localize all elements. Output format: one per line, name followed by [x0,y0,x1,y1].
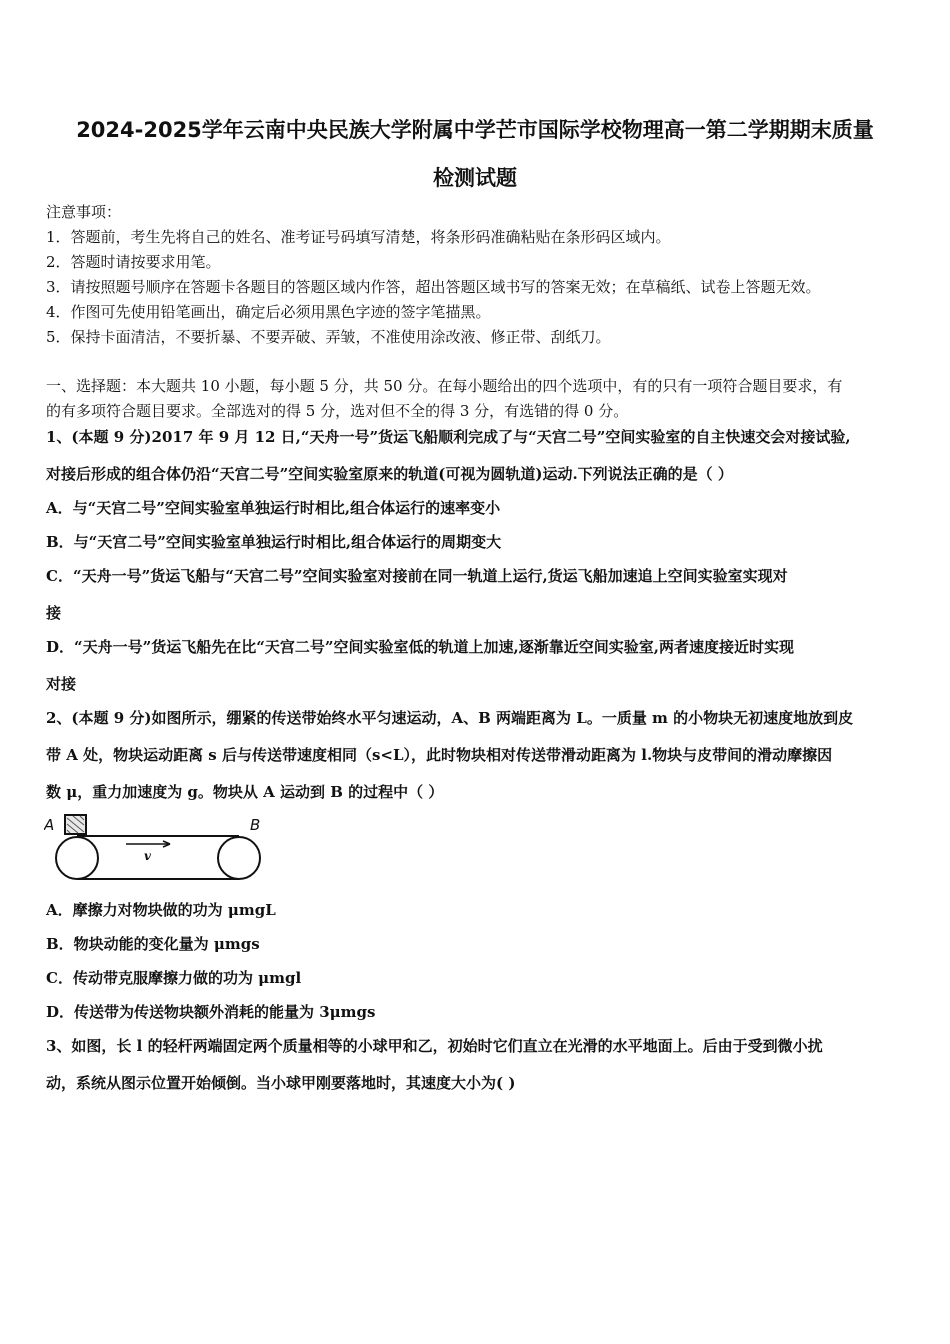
q2-stem-line2: 带 A 处，物块运动距离 s 后与传送带速度相同（s<L），此时物块相对传送带滑动距离为 l.物块与皮带间的滑动摩擦因 [46,746,833,764]
figure-label-b: B [250,816,261,834]
q1-option-c-line1: C．“天舟一号”货运飞船与“天宫二号”空间实验室对接前在同一轨道上运行,货运飞船加速追上空间实验室实现对 [46,567,788,585]
q1-option-d-line1: D．“天舟一号”货运飞船先在比“天宫二号”空间实验室低的轨道上加速,逐渐靠近空间实验室,两者速度接近时实现 [46,638,794,656]
q2-option-b: B．物块动能的变化量为 μmgs [46,935,260,953]
q2-option-d: D．传送带为传送物块额外消耗的能量为 3μmgs [46,1003,376,1021]
note-item-4: 4．作图可先使用铅笔画出，确定后必须用黑色字迹的签字笔描黑。 [46,303,491,321]
conveyor-belt-figure [44,812,270,882]
q1-option-b: B．与“天宫二号”空间实验室单独运行时相比,组合体运行的周期变大 [46,533,502,551]
right-pulley-icon [218,837,260,879]
note-item-5: 5．保持卡面清洁，不要折暴、不要弄破、弄皱，不准使用涂改液、修正带、刮纸刀。 [46,328,611,346]
exam-title-line2: 检测试题 [433,166,517,190]
left-pulley-icon [56,837,98,879]
exam-title-line1: 2024-2025学年云南中央民族大学附属中学芒市国际学校物理高一第二学期期末质量 [76,118,874,142]
q1-option-c-line2: 接 [46,604,62,622]
q1-stem-line1: 1、(本题 9 分)2017 年 9 月 12 日,“天舟一号”货运飞船顺利完成了与“天宫二号”空间实验室的自主快速交会对接试验, [46,428,851,446]
q2-option-a: A．摩擦力对物块做的功为 μmgL [46,901,276,919]
note-item-1: 1．答题前，考生先将自己的姓名、准考证号码填写清楚，将条形码准确粘贴在条形码区域内。 [46,228,671,246]
note-item-3: 3．请按照题号顺序在答题卡各题目的答题区域内作答，超出答题区域书写的答案无效；在草稿纸、试卷上答题无效。 [46,278,821,296]
q1-stem-line2: 对接后形成的组合体仍沿“天宫二号”空间实验室原来的轨道(可视为圆轨道)运动.下列说法正确的是（ ） [46,465,733,483]
notes-heading: 注意事项： [46,203,122,221]
q1-option-a: A．与“天宫二号”空间实验室单独运行时相比,组合体运行的速率变小 [46,499,501,517]
section-instructions-line2: 的有多项符合题目要求。全部选对的得 5 分，选对但不全的得 3 分，有选错的得 0 分。 [46,402,629,420]
q2-stem-line1: 2、(本题 9 分)如图所示，绷紧的传送带始终水平匀速运动，A、B 两端距离为 L。一质量 m 的小物块无初速度地放到皮 [46,709,854,727]
figure-label-v: v [144,849,151,863]
q3-stem-line1: 3、如图，长 l 的轻杆两端固定两个质量相等的小球甲和乙，初始时它们直立在光滑的水平地面上。后由于受到微小扰 [46,1037,823,1055]
note-item-2: 2．答题时请按要求用笔。 [46,253,221,271]
section-instructions-line1: 一、选择题：本大题共 10 小题，每小题 5 分，共 50 分。在每小题给出的四个选项中，有的只有一项符合题目要求，有 [46,377,843,395]
q1-option-d-line2: 对接 [46,675,77,693]
figure-label-a: A [44,816,55,834]
q2-option-c: C．传动带克服摩擦力做的功为 μmgl [46,969,302,987]
q3-stem-line2: 动，系统从图示位置开始倾倒。当小球甲刚要落地时，其速度大小为( ) [46,1074,516,1092]
q2-stem-line3: 数 μ，重力加速度为 g。物块从 A 运动到 B 的过程中（ ） [46,783,444,801]
